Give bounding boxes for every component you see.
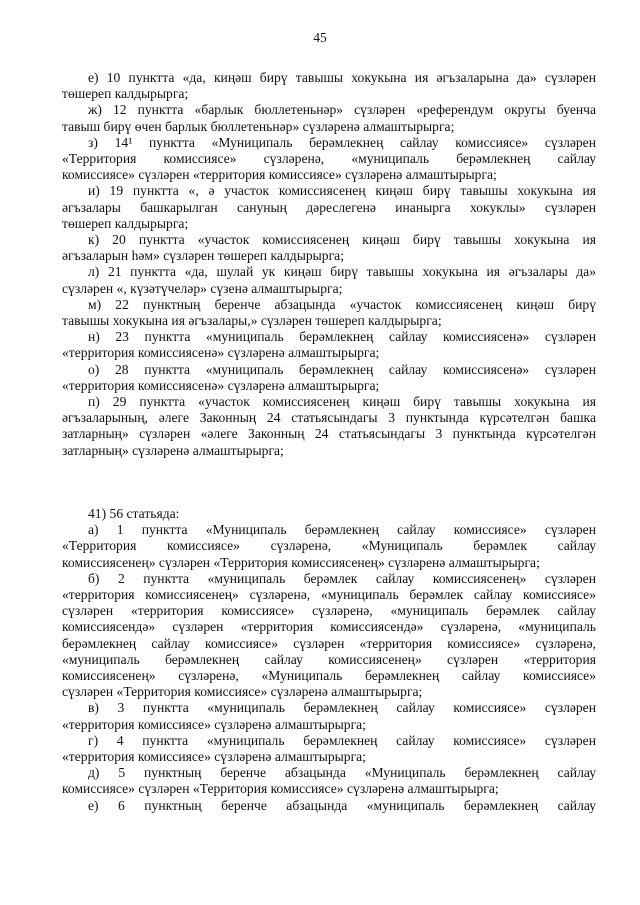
text-line: и) 19 пунктта «, ә участок комиссиясенең киңәш бирү тавышы хокукына ия bbox=[88, 183, 596, 199]
text-line: төшереп калдырырга; bbox=[62, 215, 189, 231]
text-line: сүзләрен «, күзәтүчеләр» сүзенә алмаштырырга; bbox=[62, 280, 343, 296]
text-line: тавышы хокукына ия әгъзалары,» сүзләрен төшереп калдырырга; bbox=[62, 313, 442, 329]
text-line: «муниципаль берәмлекнең сайлау комиссиясенең» сүзләрен «территория bbox=[62, 651, 596, 667]
text-line: к) 20 пунктта «участок комиссиясенең киңәш бирү тавышы хокукына ия bbox=[88, 232, 596, 248]
text-line: «территория комиссиясенә» сүзләренә алмаштырырга; bbox=[62, 345, 380, 361]
text-line: б) 2 пунктта «муниципаль берәмлек сайлау комиссиясенең» сүзләрен bbox=[88, 570, 596, 586]
text-line: з) 14¹ пунктта «Муниципаль берәмлекнең сайлау комиссиясе» сүзләрен bbox=[88, 134, 596, 150]
text-line: әгъзаларының, әлеге Законның 24 статьясындагы 3 пунктында күрсәтелгән башка bbox=[62, 410, 596, 426]
text-line: г) 4 пунктта «муниципаль берәмлекнең сайлау комиссиясе» сүзләрен bbox=[88, 732, 596, 748]
text-line: д) 5 пунктның беренче абзацында «Муниципаль берәмлекнең сайлау bbox=[88, 765, 596, 781]
text-line: сүзләрен «территория комиссиясе» сүзләренә, «муниципаль берәмлек сайлау bbox=[62, 603, 596, 619]
text-line: комиссиясе» сүзләрен «Территория комиссиясе» сүзләренә алмаштырырга; bbox=[62, 781, 499, 797]
text-line: л) 21 пунктта «да, шулай ук киңәш бирү тавышы хокукына ия әгъзалары да» bbox=[88, 264, 596, 280]
text-line: н) 23 пунктта «муниципаль берәмлекнең сайлау комиссиясенә» сүзләрен bbox=[88, 329, 596, 345]
text-line: в) 3 пунктта «муниципаль берәмлекнең сайлау комиссиясе» сүзләрен bbox=[88, 700, 596, 716]
text-line: «Территория комиссиясе» сүзләренә, «муниципаль берәмлекнең сайлау bbox=[62, 151, 596, 167]
text-line: төшереп калдырырга; bbox=[62, 86, 189, 102]
text-line: п) 29 пунктта «участок комиссиясенең киңәш бирү тавышы хокукына ия bbox=[88, 394, 596, 410]
page-number: 45 bbox=[313, 30, 327, 45]
text-line: а) 1 пунктта «Муниципаль берәмлекнең сайлау комиссиясе» сүзләрен bbox=[88, 522, 596, 538]
text-line: комиссиясенең» сүзләренә, «Муниципаль берәмлекнең сайлау комиссиясе» bbox=[62, 668, 596, 684]
text-line: комиссиясенең» сүзләрен «Территория комиссиясенең» сүзләренә алмаштырырга; bbox=[62, 554, 540, 570]
text-line: «территория комиссиясе» сүзләренә алмаштырырга; bbox=[62, 749, 366, 765]
amendments-list-55 bbox=[62, 70, 596, 459]
text-line: затларның» сүзләрен «әлеге Законның 24 статьясындагы 3 пунктында күрсәтелгән bbox=[62, 426, 596, 442]
text-line: әгъзаларын һәм» сүзләрен төшереп калдырырга; bbox=[62, 248, 344, 264]
text-line: комиссиясе» сүзләрен «территория комиссиясе» сүзләренә алмаштырырга; bbox=[62, 167, 497, 183]
text-line: о) 28 пунктта «муниципаль берәмлекнең сайлау комиссиясенә» сүзләрен bbox=[88, 361, 596, 377]
text-line: ж) 12 пунктта «барлык бюллетеньнәр» сүзләрен «референдум округы буенча bbox=[88, 102, 596, 118]
text-line: берәмлекнең сайлау комиссиясе» сүзләрен «территория комиссиясе» сүзләренә, bbox=[62, 635, 596, 651]
text-line: тавыш бирү өчен барлык бюллетеньнәр» сүзләренә алмаштырырга; bbox=[62, 118, 455, 134]
text-line: м) 22 пунктның беренче абзацында «участок комиссиясенең киңәш бирү bbox=[88, 296, 596, 312]
text-line: комиссиясендә» сүзләрен «территория комиссиясендә» сүзләренә, «муниципаль bbox=[62, 619, 596, 635]
text-line: затларның» сүзләренә алмаштырырга; bbox=[62, 442, 284, 458]
text-line: 41) 56 статьяда: bbox=[88, 506, 180, 521]
text-line: «территория комиссиясе» сүзләренә алмаштырырга; bbox=[62, 716, 366, 732]
text-line: «территория комиссиясенә» сүзләренә алмаштырырга; bbox=[62, 377, 380, 393]
text-line: «Территория комиссиясе» сүзләренә, «Муниципаль берәмлек сайлау bbox=[62, 538, 596, 554]
text-line: әгъзалары башкарылган сануның дәреслегенә инанырга хокуклы» сүзләрен bbox=[62, 199, 596, 215]
text-line: е) 10 пунктта «да, киңәш бирү тавышы хокукына ия әгъзаларына да» сүзләрен bbox=[88, 70, 596, 85]
text-line: «территория комиссиясенең» сүзләренә, «муниципаль берәмлек сайлау комиссиясе» bbox=[62, 587, 596, 603]
article-56-amendments bbox=[62, 506, 596, 814]
text-line: сүзләрен «Территория комиссиясе» сүзләренә алмаштырырга; bbox=[62, 684, 423, 700]
text-line: е) 6 пунктның беренче абзацында «муниципаль берәмлекнең сайлау bbox=[88, 797, 596, 813]
